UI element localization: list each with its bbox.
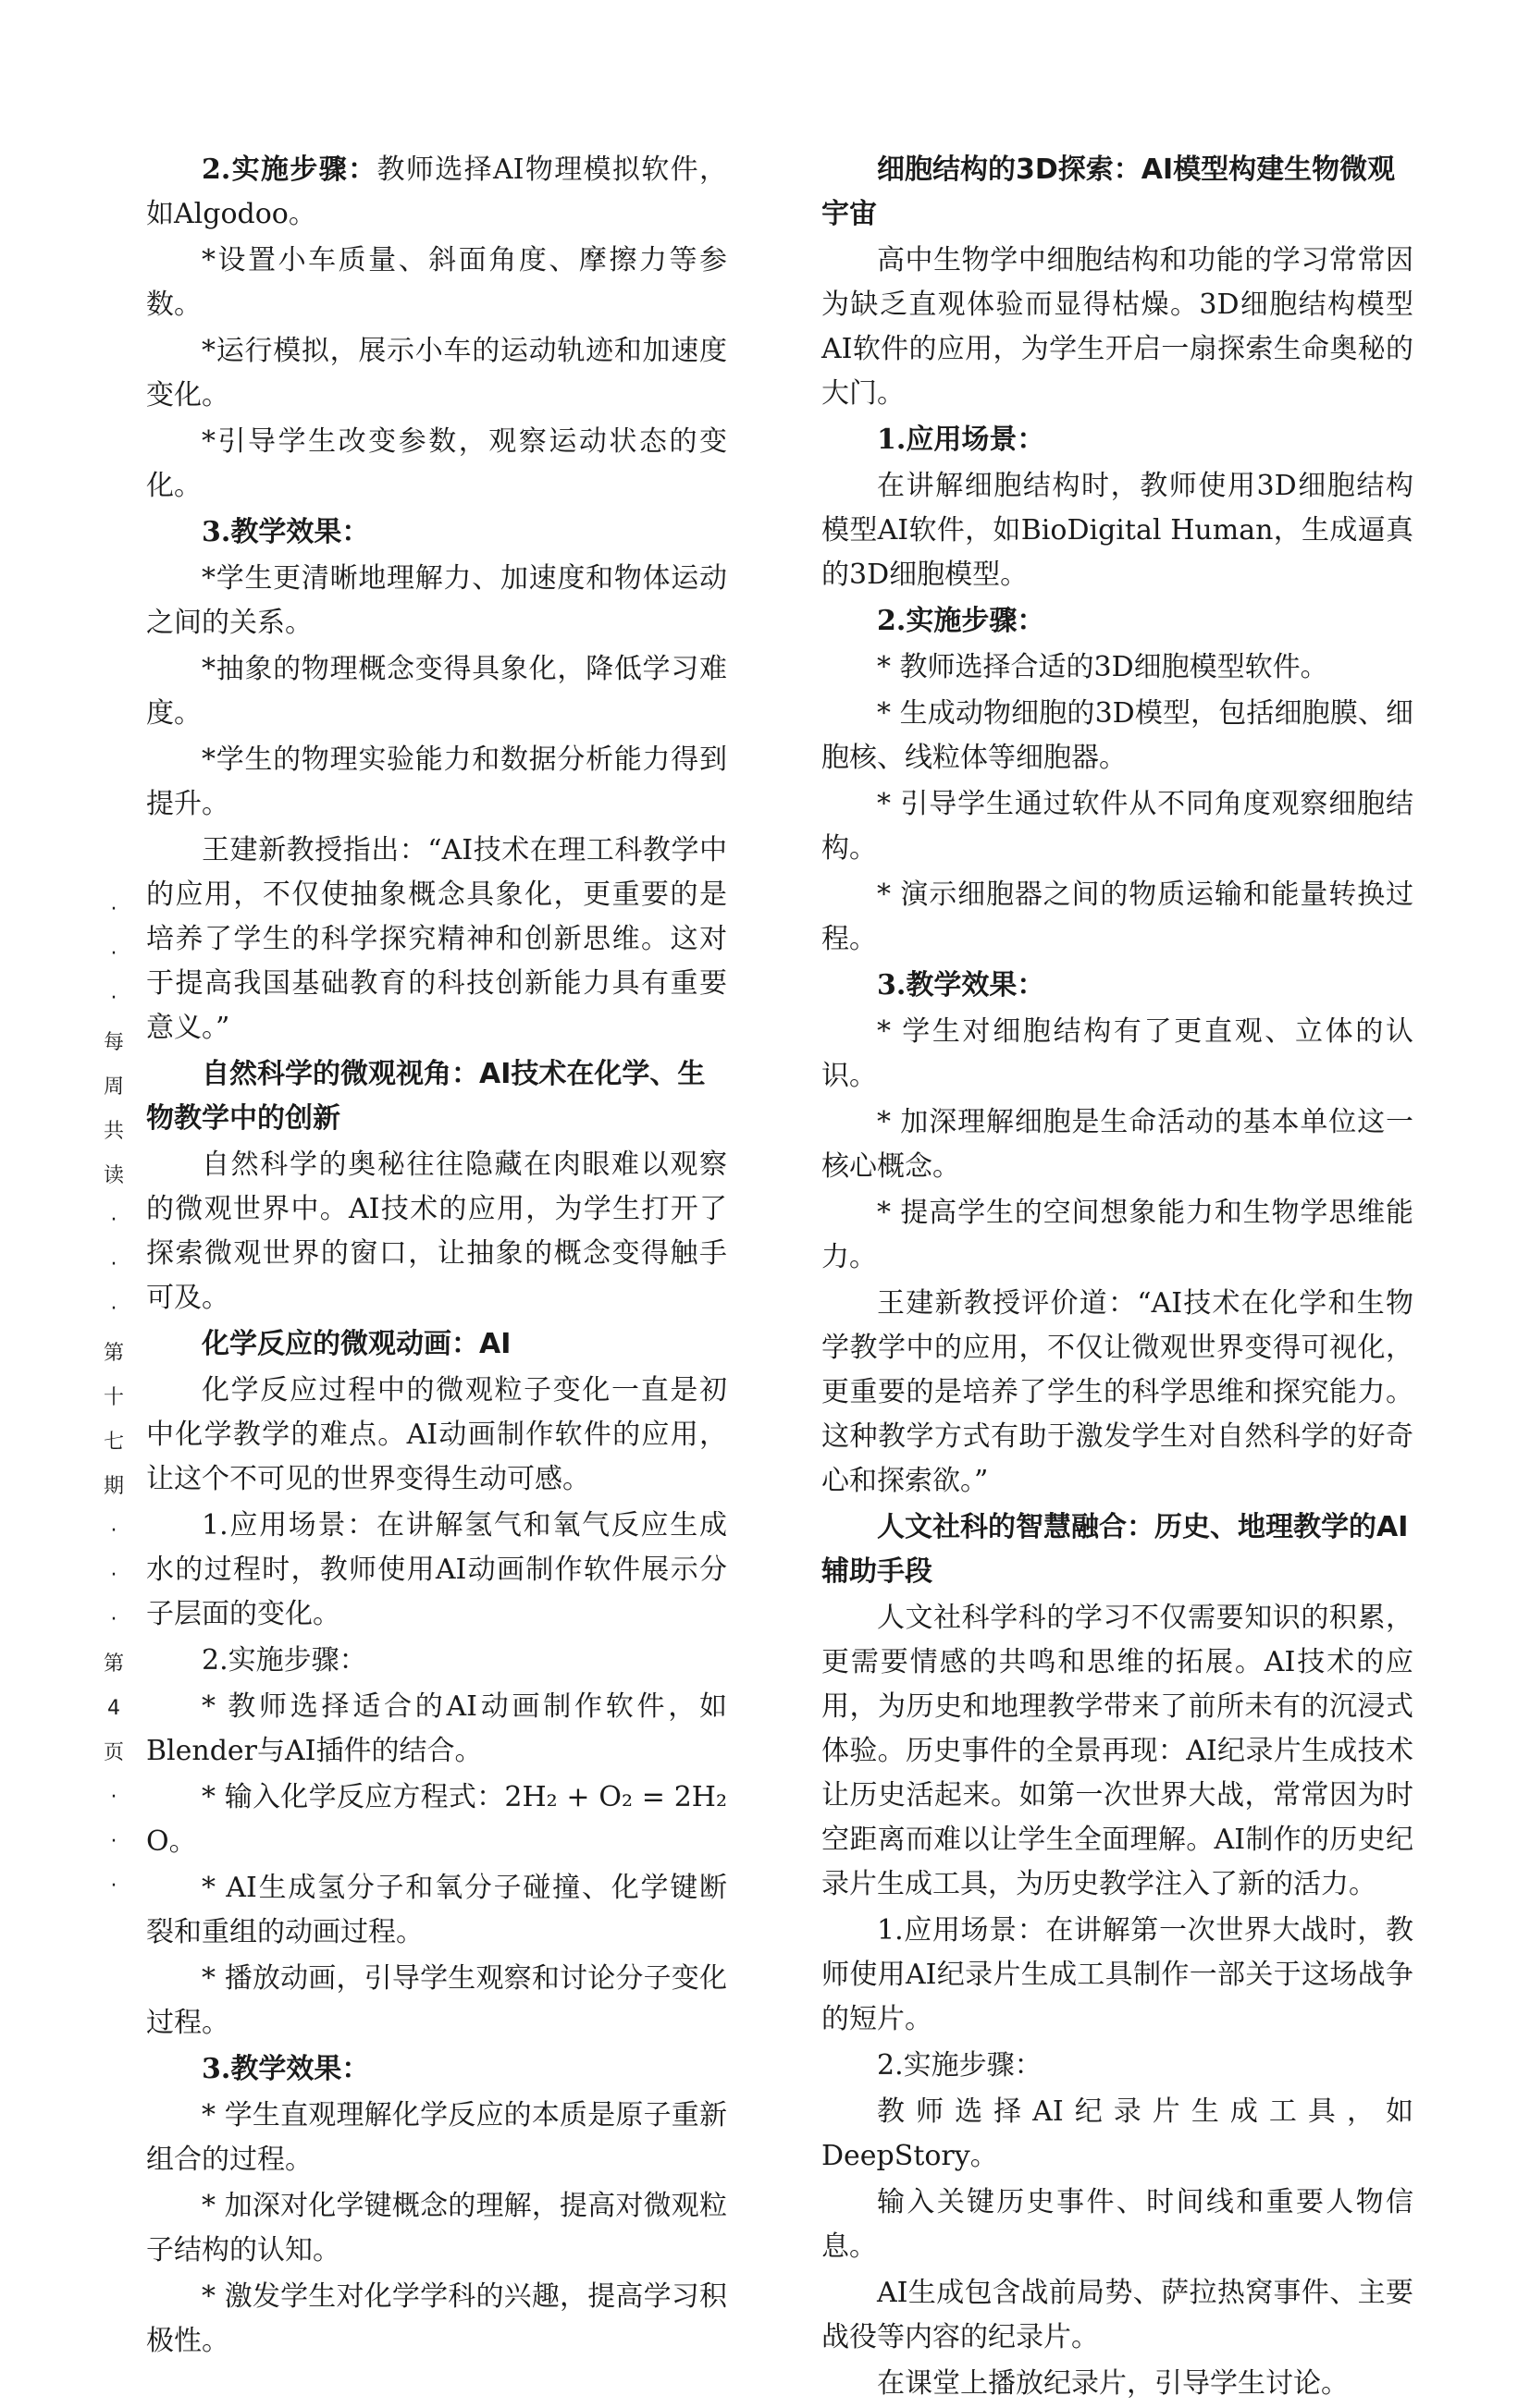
rail-char: 读 bbox=[103, 1164, 124, 1187]
scene-label: 1.应用场景： bbox=[877, 424, 1045, 456]
rail-char: 页 bbox=[103, 1741, 124, 1764]
bullet-item: * 生成动物细胞的3D模型，包括细胞膜、细胞核、线粒体等细胞器。 bbox=[821, 697, 1413, 774]
body-paragraph: 2.实施步骤： bbox=[202, 1644, 367, 1677]
left-bullet: *抽象的物理概念变得具象化，降低学习难度。 bbox=[146, 653, 727, 730]
bullet-item: * 教师选择适合的AI动画制作软件，如Blender与AI插件的结合。 bbox=[146, 1690, 727, 1767]
rail-char: · bbox=[110, 1564, 117, 1587]
bullet-item: * 提高学生的空间想象能力和生物学思维能力。 bbox=[821, 1197, 1413, 1273]
rail-char: · bbox=[110, 1519, 117, 1542]
step-item: 教师选择AI纪录片生成工具，如DeepStory。 bbox=[821, 2095, 1413, 2172]
bullet-item: * 学生对细胞结构有了更直观、立体的认识。 bbox=[821, 1015, 1413, 1092]
section-heading: 自然科学的微观视角：AI技术在化学、生物教学中的创新 bbox=[146, 1058, 706, 1135]
rail-char: · bbox=[110, 1297, 117, 1321]
body-paragraph: 1.应用场景：在讲解氢气和氧气反应生成水的过程时，教师使用AI动画制作软件展示分子层面的变化。 bbox=[146, 1509, 727, 1630]
rail-char: · bbox=[110, 1786, 117, 1809]
left-para-steps bbox=[146, 148, 727, 237]
rail-char: 每 bbox=[103, 1031, 124, 1054]
bullet-item: * 输入化学反应方程式：2H₂ + O₂ = 2H₂ O。 bbox=[146, 1781, 727, 1858]
bullet-item: * 演示细胞器之间的物质运输和能量转换过程。 bbox=[821, 878, 1413, 955]
left-bullet: *学生更清晰地理解力、加速度和物体运动之间的关系。 bbox=[146, 562, 727, 639]
step-item: AI生成包含战前局势、萨拉热窝事件、主要战役等内容的纪录片。 bbox=[821, 2277, 1413, 2353]
effect-label: 3.教学效果： bbox=[202, 2053, 370, 2085]
section-heading: 人文社科的智慧融合：历史、地理教学的AI辅助手段 bbox=[821, 1511, 1409, 1588]
rail-char: · bbox=[110, 1874, 117, 1898]
left-bullet: *运行模拟，展示小车的运动轨迹和加速度变化。 bbox=[146, 335, 727, 412]
steps-label: 2.实施步骤： bbox=[877, 2049, 1043, 2082]
rail-char: · bbox=[110, 1608, 117, 1631]
bullet-item: * 播放动画，引导学生观察和讨论分子变化过程。 bbox=[146, 1962, 727, 2039]
intro-paragraph: 自然科学的奥秘往往隐藏在肉眼难以观察的微观世界中。AI技术的应用，为学生打开了探索微观世界的窗口，让抽象的概念变得触手可及。 bbox=[146, 1149, 727, 1314]
bullet-item: * 加深理解细胞是生命活动的基本单位这一核心概念。 bbox=[821, 1106, 1413, 1183]
rail-char: 4 bbox=[107, 1697, 120, 1720]
rail-char: 十 bbox=[103, 1386, 124, 1409]
body-paragraph: 化学反应过程中的微观粒子变化一直是初中化学教学的难点。AI动画制作软件的应用，让这个不可见的世界变得生动可感。 bbox=[146, 1374, 727, 1495]
rail-char: · bbox=[110, 942, 117, 965]
rail-char: 共 bbox=[103, 1120, 124, 1143]
left-bullet: *引导学生改变参数，观察运动状态的变化。 bbox=[146, 425, 727, 502]
rail-char: · bbox=[110, 1830, 117, 1853]
left-bullet: *学生的物理实验能力和数据分析能力得到提升。 bbox=[146, 743, 727, 820]
rail-char: 期 bbox=[103, 1475, 124, 1498]
bullet-item: * 激发学生对化学学科的兴趣，提高学习积极性。 bbox=[146, 2280, 727, 2357]
bullet-item: * AI生成氢分子和氧分子碰撞、化学键断裂和重组的动画过程。 bbox=[146, 1872, 727, 1948]
steps-label: 2.实施步骤： bbox=[877, 605, 1045, 637]
rail-char: 周 bbox=[103, 1075, 124, 1099]
bullet-item: * 学生直观理解化学反应的本质是原子重新组合的过程。 bbox=[146, 2099, 727, 2176]
quote-paragraph: 王建新教授评价道：“AI技术在化学和生物学教学中的应用，不仅让微观世界变得可视化，更重要的是培养了学生的科学思维和探究能力。这种教学方式有助于激发学生对自然科学的好奇心和探索欲。” bbox=[821, 1287, 1413, 1497]
rail-char: · bbox=[110, 1209, 117, 1232]
rail-char: 第 bbox=[103, 1342, 124, 1365]
bullet-item: * 教师选择合适的3D细胞模型软件。 bbox=[877, 651, 1328, 683]
steps-text: 教师选择AI物理模拟软件，如Algodoo。 bbox=[146, 154, 727, 230]
side-rail bbox=[100, 888, 128, 1909]
rail-char: · bbox=[110, 987, 117, 1010]
rail-char: · bbox=[110, 1253, 117, 1276]
step-item: 输入关键历史事件、时间线和重要人物信息。 bbox=[821, 2186, 1413, 2263]
subsection-heading: 化学反应的微观动画：AI bbox=[202, 1328, 512, 1360]
left-bullet: *设置小车质量、斜面角度、摩擦力等参数。 bbox=[146, 244, 727, 321]
bullet-item: * 加深对化学键概念的理解，提高对微观粒子结构的认知。 bbox=[146, 2190, 727, 2267]
body-paragraph: 人文社科学科的学习不仅需要知识的积累，更需要情感的共鸣和思维的拓展。AI技术的应用，为历史和地理教学带来了前所未有的沉浸式体验。历史事件的全景再现：AI纪录片生成技术让历史活起来。如第一次世界大战，常常因为时空距离而难以让学生全面理解。AI制作的历史纪录片生成工具，为历史教学注入了新的活力。 bbox=[821, 1602, 1413, 1900]
intro-paragraph: 高中生物学中细胞结构和功能的学习常常因为缺乏直观体验而显得枯燥。3D细胞结构模型AI软件的应用，为学生开启一扇探索生命奥秘的大门。 bbox=[821, 244, 1413, 410]
right-column bbox=[821, 148, 1413, 2408]
section-heading: 细胞结构的3D探索：AI模型构建生物微观宇宙 bbox=[821, 154, 1396, 230]
rail-char: 第 bbox=[103, 1652, 124, 1676]
effect-label: 3.教学效果： bbox=[202, 516, 370, 548]
scene-text: 1.应用场景：在讲解第一次世界大战时，教师使用AI纪录片生成工具制作一部关于这场战争的短片。 bbox=[821, 1914, 1413, 2035]
rail-char: 七 bbox=[103, 1431, 124, 1454]
step-item: 在课堂上播放纪录片，引导学生讨论。 bbox=[877, 2367, 1349, 2400]
left-column bbox=[146, 148, 727, 2365]
bullet-item: * 引导学生通过软件从不同角度观察细胞结构。 bbox=[821, 788, 1413, 865]
steps-label: 2.实施步骤： bbox=[202, 154, 377, 186]
rail-char: · bbox=[110, 898, 117, 921]
quote-paragraph: 王建新教授指出：“AI技术在理工科教学中的应用，不仅使抽象概念具象化，更重要的是培养了学生的科学探究精神和创新思维。这对于提高我国基础教育的科技创新能力具有重要意义。” bbox=[146, 834, 727, 1044]
scene-text: 在讲解细胞结构时，教师使用3D细胞结构模型AI软件，如BioDigital Human，生成逼真的3D细胞模型。 bbox=[821, 470, 1413, 591]
effect-label: 3.教学效果： bbox=[877, 969, 1045, 1001]
